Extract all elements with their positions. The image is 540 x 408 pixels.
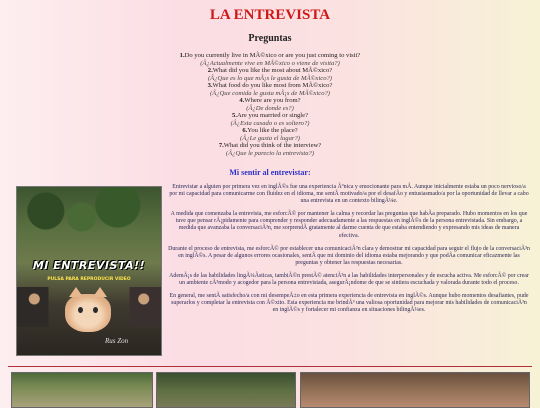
question-en: What food do you like most from MÃ©xico?	[212, 82, 333, 89]
question-number: 6.	[242, 127, 248, 134]
question-number: 4.	[239, 97, 245, 104]
question-en: Where are you from?	[244, 97, 301, 104]
gallery-photo-2[interactable]	[156, 372, 296, 408]
trees-background	[17, 187, 161, 247]
question-en: Are you married or single?	[236, 112, 308, 119]
video-banner-subtitle: PULSA PARA REPRODUCIR VIDEO	[47, 277, 131, 282]
question-es: (Â¿Que es lo que mÃ¡s le gusta de MÃ©xico?)	[207, 74, 333, 82]
question-number: 2.	[207, 67, 213, 74]
question-es: (Â¿Que le parecio la entrevista?)	[225, 149, 315, 157]
question-number: 7.	[218, 142, 224, 149]
question-es: (Â¿Que comida le gusta mÃ¡s de MÃ©xico?)	[209, 89, 330, 97]
reflection-paragraph: En general, me sentÃ satisfecho/a con mi desempeÃ±o en esta primera experiencia de entrevista en inglÃ©s. Aunque hubo momentos desafiantes, pude superarlos y completar la entrevista con Ã©xito. Esta experiencia me brindÃ³ una valiosa oportunidad para mejorar mis habilidades de comunicaciÃ³n en inglÃ©s y fortalecer mi confianza en situaciones bilingÃ¼es.	[169, 293, 529, 314]
video-banner-title: MI ENTREVISTA!!	[32, 259, 146, 272]
reflection-paragraph: AdemÃ¡s de las habilidades lingÃ¼Ãsticas, tambiÃ©n prestÃ© atenciÃ³n a las habilidades interpersonales y de escucha activa. Me esforcÃ© por crear un ambiente cÃ³modo y acogedor para la persona entrevistada, asegurÃ¡ndome de que se sintiera escuchada y valorada durante todo el proceso.	[169, 272, 529, 287]
question-en: You like the place?	[247, 127, 298, 134]
question-item	[0, 82, 540, 97]
question-en: Do you currently live in MÃ©xico or are you just coming to visit?	[184, 52, 361, 59]
gallery-photo-3[interactable]	[300, 372, 530, 408]
questions-subtitle: Preguntas	[248, 33, 292, 44]
cat-ear-right	[93, 287, 107, 297]
question-es: (Â¿Actualmente vive en MÃ©xico o viene de visita?)	[200, 59, 340, 67]
cat-eye-left	[78, 307, 83, 313]
reflection-paragraph: Durante el proceso de entrevista, me esforcÃ© por establecer una comunicaciÃ³n clara y demostrar mi capacidad para seguir el flujo de la conversaciÃ³n en inglÃ©s. A pesar de algunos errores ocasionales, sentÃ que mi dominio del idioma estaba mejorando y que podÃa comunicar eficazmente las preguntas y obtener las respuestas necesarias.	[168, 245, 530, 266]
gallery-photo-1[interactable]	[11, 372, 153, 408]
question-en: What did you like the most about MÃ©xico?	[212, 67, 333, 74]
cat-image	[65, 294, 111, 332]
questions-list	[0, 52, 540, 157]
page-title: LA ENTREVISTA	[209, 7, 331, 23]
section-divider	[8, 366, 532, 367]
photo-signature: Rus Zon	[105, 337, 129, 345]
question-item	[0, 127, 540, 142]
question-es: (Â¿De donde es?)	[246, 104, 294, 112]
cat-ear-left	[69, 287, 83, 297]
question-item	[0, 67, 540, 82]
question-number: 3.	[207, 82, 213, 89]
interview-video-thumbnail[interactable]	[16, 186, 162, 356]
section-heading: Mi sentir al entrevistar:	[229, 168, 311, 177]
question-item	[0, 142, 540, 157]
question-number: 1.	[179, 52, 185, 59]
reflection-text	[168, 184, 530, 320]
question-item	[0, 97, 540, 112]
reflection-paragraph: A medida que comenzaba la entrevista, me esforcÃ© por mantener la calma y recordar las preguntas que habÃa preparado. Hubo momentos en los que tuve que pensar rÃ¡pidamente para comprender y responder adecuadamente a las respuestas en inglÃ©s de la persona entrevistada. Sin embargo, a medida que avanzaba la conversaciÃ³n, me sorprendÃ gratamente al darme cuenta de que estaba entendiendo y expresando mis ideas de manera efectiva.	[170, 211, 528, 239]
reflection-paragraph: Entrevistar a alguien por primera vez en inglÃ©s fue una experiencia Ãºnica y emocionante para mÃ. Aunque inicialmente estaba un poco nervioso/a por mi capacidad para comunicarme con fluidez en el idioma, me sentÃ motivado/a por el desafÃo y entusiasmado/a por la oportunidad de llevar a cabo una entrevista en un contexto bilingÃ¼e.	[169, 184, 529, 205]
question-item	[0, 112, 540, 127]
question-item	[0, 52, 540, 67]
question-en: What did you think of the interview?	[223, 142, 322, 149]
question-es: (Â¿Esta casado o es soltero?)	[230, 119, 310, 127]
question-number: 5.	[232, 112, 237, 119]
question-es: (Â¿Le gusta el lugar?)	[240, 134, 300, 142]
cat-eye-right	[93, 307, 98, 313]
